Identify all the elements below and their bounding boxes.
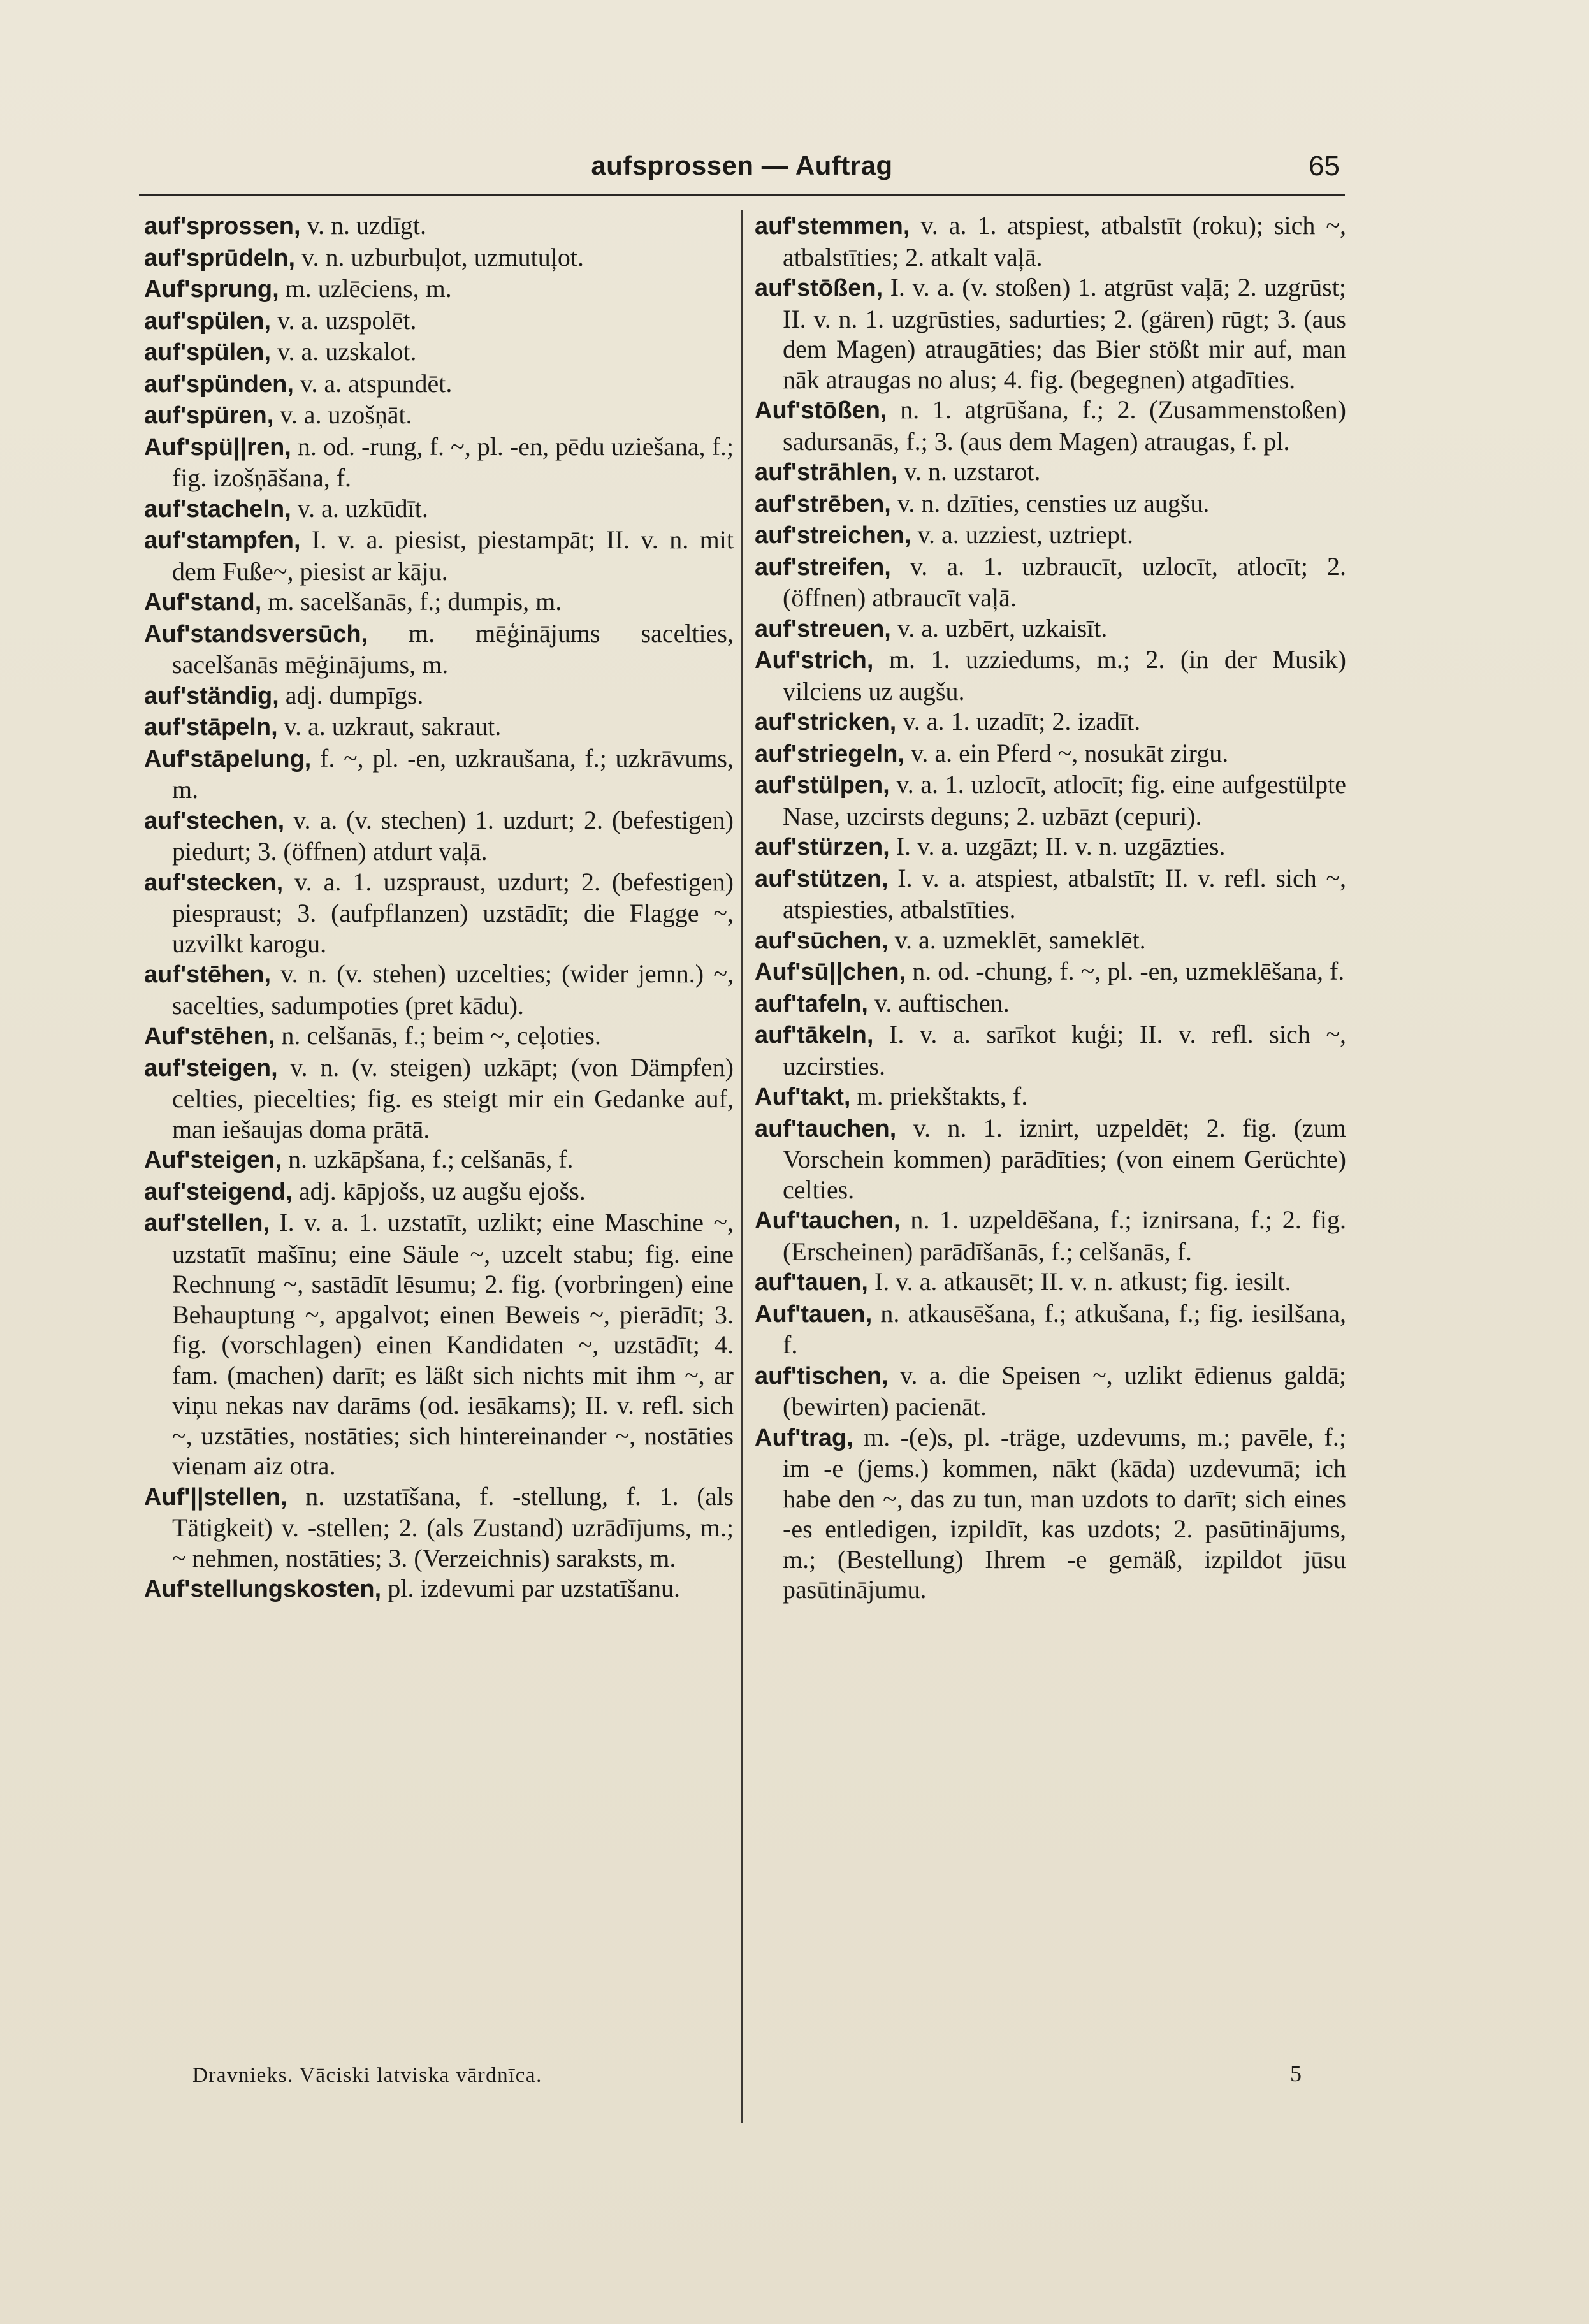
headword: Auf'steigen, xyxy=(144,1147,282,1173)
headword: auf'sprūdeln, xyxy=(144,244,296,272)
dictionary-entry xyxy=(144,368,734,400)
dictionary-entry xyxy=(755,272,1346,395)
headword: Auf'stēhen, xyxy=(144,1023,275,1050)
dictionary-entry xyxy=(144,867,734,959)
definition: v. a. uzskalot. xyxy=(271,337,417,366)
dictionary-entry xyxy=(755,925,1346,957)
definition: v. n. uzburbuļot, uzmutuļot. xyxy=(295,242,584,272)
headword: auf'stampfen, xyxy=(144,527,301,554)
headword: Auf'tauchen, xyxy=(755,1207,901,1234)
definition: I. v. a. (v. stoßen) 1. atgrūst vaļā; 2. uzgrūst; II. v. n. 1. uzgrūsties, sadurties; 2. (gären) rūgt; 3. (aus dem Magen) atraugāties; das Bier stößt mir auf, man nāk atraugas no alus; 4. fig. (begegnen) atgadīties. xyxy=(783,273,1346,394)
dictionary-entry xyxy=(755,1019,1346,1081)
definition: v. n. uzstarot. xyxy=(897,457,1041,486)
definition: v. a. uzošņāt. xyxy=(273,400,412,429)
headword: Auf'standsversūch, xyxy=(144,620,368,648)
definition: m. priekštakts, f. xyxy=(850,1082,1028,1110)
headword: auf'stōßen, xyxy=(755,275,883,301)
dictionary-entry xyxy=(144,743,734,805)
dictionary-entry xyxy=(755,1422,1346,1605)
page-number: 65 xyxy=(1309,150,1340,182)
definition: v. a. uzmeklēt, sameklēt. xyxy=(888,925,1146,954)
dictionary-entry xyxy=(144,680,734,712)
headword: auf'stāpeln, xyxy=(144,714,278,741)
definition: v. auftischen. xyxy=(867,988,1010,1017)
headword: Auf'stāpelung, xyxy=(144,745,312,773)
headword: Auf'trag, xyxy=(755,1424,853,1451)
headword: Auf'sprung, xyxy=(144,276,279,303)
definition: m. -(e)s, pl. -träge, uzdevums, m.; pavēle, f.; im -e (jems.) kommen, nākt (kāda) uzdevumā; ich habe den ~, das zu tun, man uzdots to darīt; sich eines -es entledigen, izpildīt, kas uzdots; 2. pasūtinājums, m.; (Bestellung) Ihrem -e gemäß, izpildot jūsu pasūtinājumu. xyxy=(783,1422,1346,1604)
signature-mark: 5 xyxy=(1290,2061,1302,2086)
definition: v. a. 1. uzspraust, uzdurt; 2. (befestigen) piespraust; 3. (aufpflanzen) uzstādīt; die Flagge ~, uzvilkt karogu. xyxy=(172,867,734,958)
headword: auf'stemmen, xyxy=(755,213,910,240)
definition: n. uzkāpšana, f.; celšanās, f. xyxy=(281,1145,574,1173)
dictionary-entry xyxy=(755,1267,1346,1298)
definition: adj. kāpjošs, uz augšu ejošs. xyxy=(292,1176,586,1205)
dictionary-entry xyxy=(755,488,1346,520)
dictionary-entry xyxy=(755,613,1346,645)
dictionary-entry xyxy=(755,210,1346,272)
definition: n. 1. uzpeldēšana, f.; iznirsana, f.; 2. fig. (Erscheinen) parādīšanās, f.; celšanās, f. xyxy=(783,1205,1346,1266)
page-header xyxy=(139,145,1345,190)
headword: auf'spüren, xyxy=(144,402,274,429)
headword: auf'ständig, xyxy=(144,682,279,709)
definition: v. a. uzbērt, uzkaisīt. xyxy=(890,613,1108,643)
definition: n. od. -rung, f. ~, pl. -en, pēdu uziešana, f.; fig. izošņāšana, f. xyxy=(172,432,734,492)
dictionary-entry xyxy=(755,395,1346,456)
definition: v. n. (v. steigen) uzkāpt; (von Dämpfen) celties, piecelties; fig. es steigt mir ein Gedanke auf, man iešaujas doma prātā. xyxy=(172,1052,734,1144)
definition: v. a. ein Pferd ~, nosukāt zirgu. xyxy=(904,738,1229,767)
dictionary-entry xyxy=(755,706,1346,738)
definition: n. od. -chung, f. ~, pl. -en, uzmeklēšana, f. xyxy=(906,957,1345,985)
dictionary-entry xyxy=(755,769,1346,831)
definition: m. mēģinājums sacelties, sacelšanās mēģinājums, m. xyxy=(172,618,734,679)
headword: auf'streifen, xyxy=(755,553,891,581)
headword: auf'sprossen, xyxy=(144,213,301,240)
definition: v. a. (v. stechen) 1. uzdurt; 2. (befestigen) piedurt; 3. (öffnen) atdurt vaļā. xyxy=(172,805,734,866)
dictionary-entry xyxy=(755,551,1346,613)
headword: auf'strāhlen, xyxy=(755,459,898,486)
definition: I. v. a. piesist, piestampāt; II. v. n. mit dem Fuße~, piesist ar kāju. xyxy=(172,525,734,586)
dictionary-entry xyxy=(144,305,734,337)
footer-source: Dravnieks. Vāciski latviska vārdnīca. xyxy=(192,2064,542,2087)
headword: auf'streichen, xyxy=(755,522,911,549)
dictionary-entry xyxy=(755,644,1346,706)
headword: auf'steigend, xyxy=(144,1178,293,1205)
dictionary-entry xyxy=(755,1081,1346,1113)
headword: Auf'||stellen, xyxy=(144,1483,287,1511)
headword: auf'tauen, xyxy=(755,1269,868,1296)
definition: I. v. a. sarīkot kuģi; II. v. refl. sich ~, uzcirsties. xyxy=(783,1020,1346,1080)
headword: auf'stechen, xyxy=(144,807,285,834)
dictionary-entry xyxy=(144,525,734,586)
definition: n. uzstatīšana, f. -stellung, f. 1. (als Tätigkeit) v. -stellen; 2. (als Zustand) uzrādījums, m.; ~ nehmen, nostāties; 3. (Verzeichnis) saraksts, m. xyxy=(172,1481,734,1572)
headword: Auf'tauen, xyxy=(755,1300,873,1328)
dictionary-entry xyxy=(144,805,734,867)
dictionary-entry xyxy=(144,432,734,493)
headword: auf'stacheln, xyxy=(144,495,291,523)
definition: n. 1. atgrūšana, f.; 2. (Zusammenstoßen) sadursanās, f.; 3. (aus dem Magen) atraugas, f. pl. xyxy=(783,395,1346,456)
dictionary-entry xyxy=(755,988,1346,1020)
definition: v. n. (v. stehen) uzcelties; (wider jemn.) ~, sacelties, sadumpoties (pret kādu). xyxy=(172,959,734,1020)
dictionary-entry xyxy=(755,456,1346,488)
headword: auf'tākeln, xyxy=(755,1022,874,1049)
definition: m. uzlēciens, m. xyxy=(279,274,452,303)
right-column xyxy=(755,210,1346,1605)
headword: auf'tafeln, xyxy=(755,990,868,1017)
dictionary-entry xyxy=(755,831,1346,863)
dictionary-entry xyxy=(144,711,734,743)
left-column xyxy=(144,210,734,1605)
headword: Auf'spü||ren, xyxy=(144,433,291,461)
definition: v. a. uzkraut, sakraut. xyxy=(277,712,502,741)
headword: Auf'takt, xyxy=(755,1084,851,1110)
definition: v. n. uzdīgt. xyxy=(300,211,426,240)
headword: auf'steigen, xyxy=(144,1054,278,1082)
headword: auf'stürzen, xyxy=(755,834,890,861)
definition: v. a. 1. atspiest, atbalstīt (roku); sich ~, atbalstīties; 2. atkalt vaļā. xyxy=(783,211,1346,272)
definition: v. a. atspundēt. xyxy=(293,368,453,398)
dictionary-entry xyxy=(144,242,734,274)
dictionary-entry xyxy=(755,519,1346,551)
definition: I. v. a. 1. uzstatīt, uzlikt; eine Maschine ~, uzstatīt mašīnu; eine Säule ~, uzcelt stabu; fig. eine Rechnung ~, sastādīt lēsumu; 2. fig. (vorbringen) eine Behauptung ~, apgalvot; einen Beweis ~, pierādīt; 3. fig. (vorschlagen) einen Kandidaten ~, uzstādīt; 4. fam. (machen) darīt; es läßt sich nichts mit ihm ~, ar viņu nekas nav darāms (od. iesākams); II. v. refl. sich ~, uzstāties, nostāties; sich hintereinander ~, nostāties vienam aiz otra. xyxy=(172,1208,734,1480)
headword: auf'spünden, xyxy=(144,370,294,398)
definition: I. v. a. atspiest, atbalstīt; II. v. refl. sich ~, atspiesties, atbalstīties. xyxy=(783,863,1346,924)
headword: auf'stēhen, xyxy=(144,961,272,988)
definition: v. a. 1. uzbraucīt, uzlocīt, atlocīt; 2. (öffnen) atbraucīt vaļā. xyxy=(783,551,1346,612)
definition: v. a. 1. uzlocīt, atlocīt; fig. eine aufgestülpte Nase, uzcirsts deguns; 2. uzbāzt (cepuri). xyxy=(783,770,1346,831)
definition: I. v. a. atkausēt; II. v. n. atkust; fig. iesilt. xyxy=(867,1267,1291,1296)
headword: auf'streuen, xyxy=(755,615,891,643)
dictionary-entry xyxy=(755,1113,1346,1205)
dictionary-entry xyxy=(144,586,734,618)
dictionary-entry xyxy=(755,1360,1346,1422)
dictionary-entry xyxy=(144,273,734,305)
headword: Auf'stōßen, xyxy=(755,397,887,424)
dictionary-entry xyxy=(144,1020,734,1052)
headword: Auf'sū||chen, xyxy=(755,959,906,985)
headword: auf'strēben, xyxy=(755,490,891,518)
definition: pl. izdevumi par uzstatīšanu. xyxy=(381,1574,680,1602)
headword: Auf'stand, xyxy=(144,589,262,616)
dictionary-entry xyxy=(144,400,734,432)
definition: I. v. a. uzgāzt; II. v. n. uzgāzties. xyxy=(889,832,1226,861)
dictionary-entry xyxy=(144,210,734,242)
headword: auf'spülen, xyxy=(144,307,272,335)
definition: m. sacelšanās, f.; dumpis, m. xyxy=(261,587,562,616)
headword: auf'tauchen, xyxy=(755,1115,897,1142)
dictionary-entry xyxy=(144,1144,734,1176)
definition: n. atkausēšana, f.; atkušana, f.; fig. iesilšana, f. xyxy=(783,1298,1346,1359)
dictionary-entry xyxy=(144,1573,734,1605)
column-divider xyxy=(741,210,743,2123)
headword: auf'sūchen, xyxy=(755,927,889,954)
headword: Auf'strich, xyxy=(755,647,874,674)
definition: v. n. 1. iznirt, uzpeldēt; 2. fig. (zum Vorschein kommen) parādīties; (von einem Gerüchte) celties. xyxy=(783,1113,1346,1204)
headword: Auf'stellungskosten, xyxy=(144,1576,382,1602)
definition: v. a. uzspolēt. xyxy=(271,305,417,335)
dictionary-entry xyxy=(144,1176,734,1208)
headword: auf'striegeln, xyxy=(755,740,904,767)
headword: auf'stricken, xyxy=(755,709,897,736)
dictionary-entry xyxy=(144,1052,734,1145)
dictionary-entry xyxy=(755,1205,1346,1267)
headword: auf'stülpen, xyxy=(755,772,890,799)
definition: v. a. 1. uzadīt; 2. izadīt. xyxy=(896,707,1141,736)
definition: v. a. die Speisen ~, uzlikt ēdienus galdā; (bewirten) pacienāt. xyxy=(783,1360,1346,1421)
dictionary-entry xyxy=(755,1298,1346,1360)
definition: v. n. dzīties, censties uz augšu. xyxy=(890,488,1210,518)
definition: f. ~, pl. -en, uzkraušana, f.; uzkrāvums, m. xyxy=(172,743,734,804)
dictionary-entry xyxy=(144,618,734,680)
header-rule xyxy=(139,194,1345,196)
running-head: aufsprossen — Auftrag xyxy=(591,150,893,180)
dictionary-entry xyxy=(144,337,734,368)
definition: m. 1. uzziedums, m.; 2. (in der Musik) vilciens uz augšu. xyxy=(783,645,1346,706)
headword: auf'tischen, xyxy=(755,1362,889,1390)
headword: auf'stecken, xyxy=(144,869,284,896)
dictionary-entry xyxy=(144,1207,734,1481)
dictionary-entry xyxy=(755,738,1346,770)
definition: n. celšanās, f.; beim ~, ceļoties. xyxy=(275,1021,601,1050)
headword: auf'spülen, xyxy=(144,339,272,366)
dictionary-entry xyxy=(755,956,1346,988)
headword: auf'stellen, xyxy=(144,1210,270,1237)
dictionary-entry xyxy=(755,863,1346,925)
dictionary-entry xyxy=(144,493,734,525)
dictionary-entry xyxy=(144,959,734,1020)
definition: adj. dumpīgs. xyxy=(279,680,424,709)
definition: v. a. uzkūdīt. xyxy=(291,493,428,523)
dictionary-entry xyxy=(144,1481,734,1574)
definition: v. a. uzziest, uztriept. xyxy=(911,520,1133,549)
headword: auf'stützen, xyxy=(755,865,889,892)
